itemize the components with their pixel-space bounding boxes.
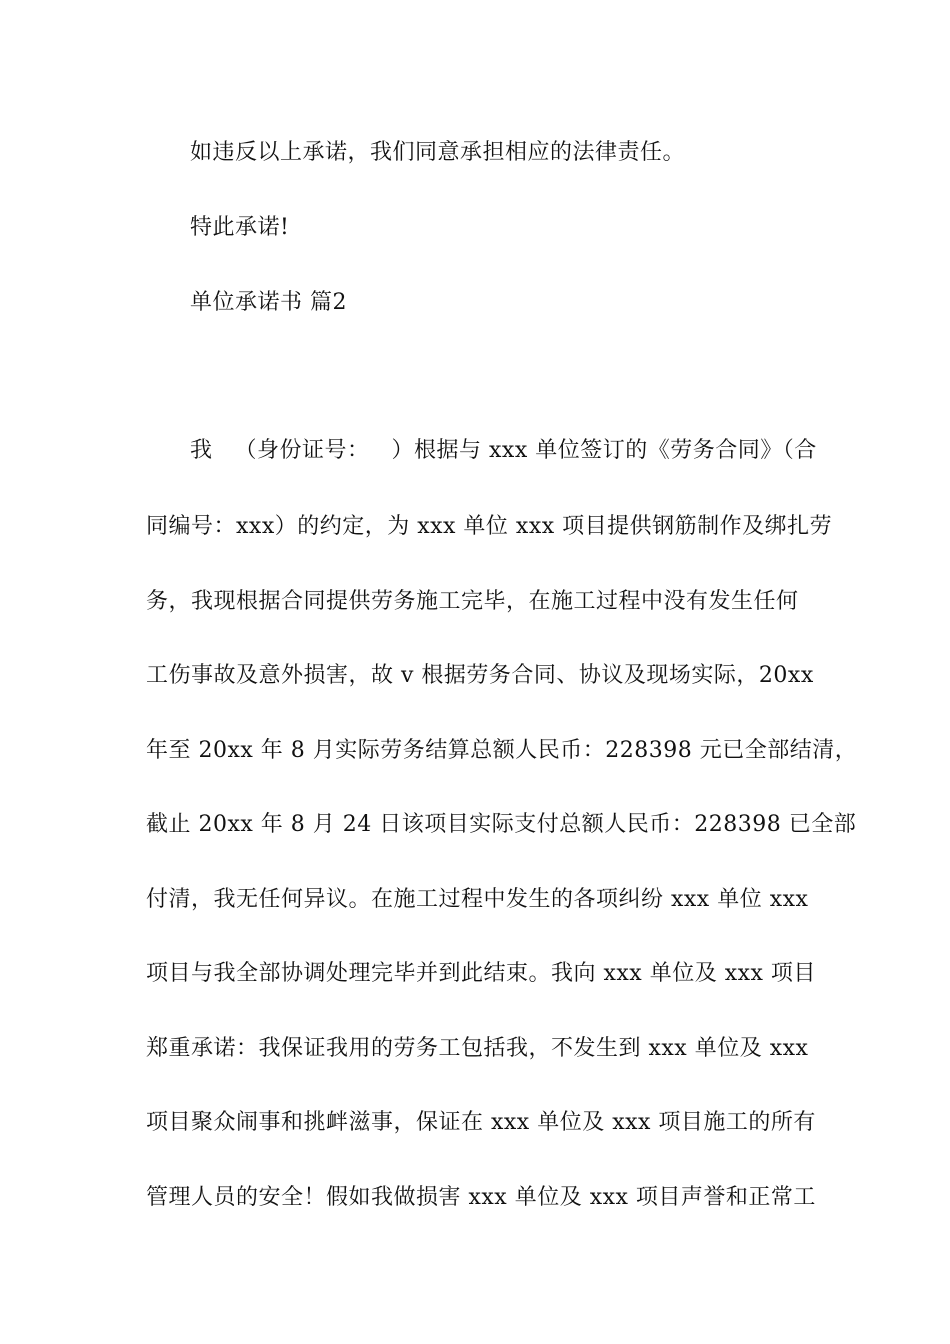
paragraph-line: 工伤事故及意外损害，故 v 根据劳务合同、协议及现场实际，20xx	[146, 663, 814, 688]
paragraph-line: 年至 20xx 年 8 月实际劳务结算总额人民币：228398 元已全部结清，	[146, 738, 858, 763]
paragraph-line: 务，我现根据合同提供劳务施工完毕，在施工过程中没有发生任何	[146, 589, 799, 614]
paragraph-line: 管理人员的安全！假如我做损害 xxx 单位及 xxx 项目声誉和正常工	[146, 1185, 816, 1210]
id-number-label: （身份证号：	[234, 438, 370, 463]
paragraph-line: 付清，我无任何异议。在施工过程中发生的各项纠纷 xxx 单位 xxx	[146, 887, 809, 912]
contract-reference-text: ）根据与 xxx 单位签订的《劳务合同》（合	[391, 438, 817, 463]
closing-line: 特此承诺!	[190, 215, 290, 240]
paragraph-line: 项目与我全部协调处理完毕并到此结束。我向 xxx 单位及 xxx 项目	[146, 961, 816, 986]
pronoun-text: 我	[190, 438, 213, 463]
paragraph-line: 项目聚众闹事和挑衅滋事，保证在 xxx 单位及 xxx 项目施工的所有	[146, 1110, 816, 1135]
paragraph-line: 截止 20xx 年 8 月 24 日该项目实际支付总额人民币：228398 已全部	[146, 812, 857, 837]
paragraph-first-line	[190, 436, 817, 466]
paragraph-line: 郑重承诺：我保证我用的劳务工包括我，不发生到 xxx 单位及 xxx	[146, 1036, 809, 1061]
paragraph-line: 同编号：xxx）的约定，为 xxx 单位 xxx 项目提供钢筋制作及绑扎劳	[146, 514, 833, 539]
commitment-liability-line: 如违反以上承诺，我们同意承担相应的法律责任。	[190, 140, 686, 165]
section-heading: 单位承诺书 篇2	[190, 290, 347, 315]
